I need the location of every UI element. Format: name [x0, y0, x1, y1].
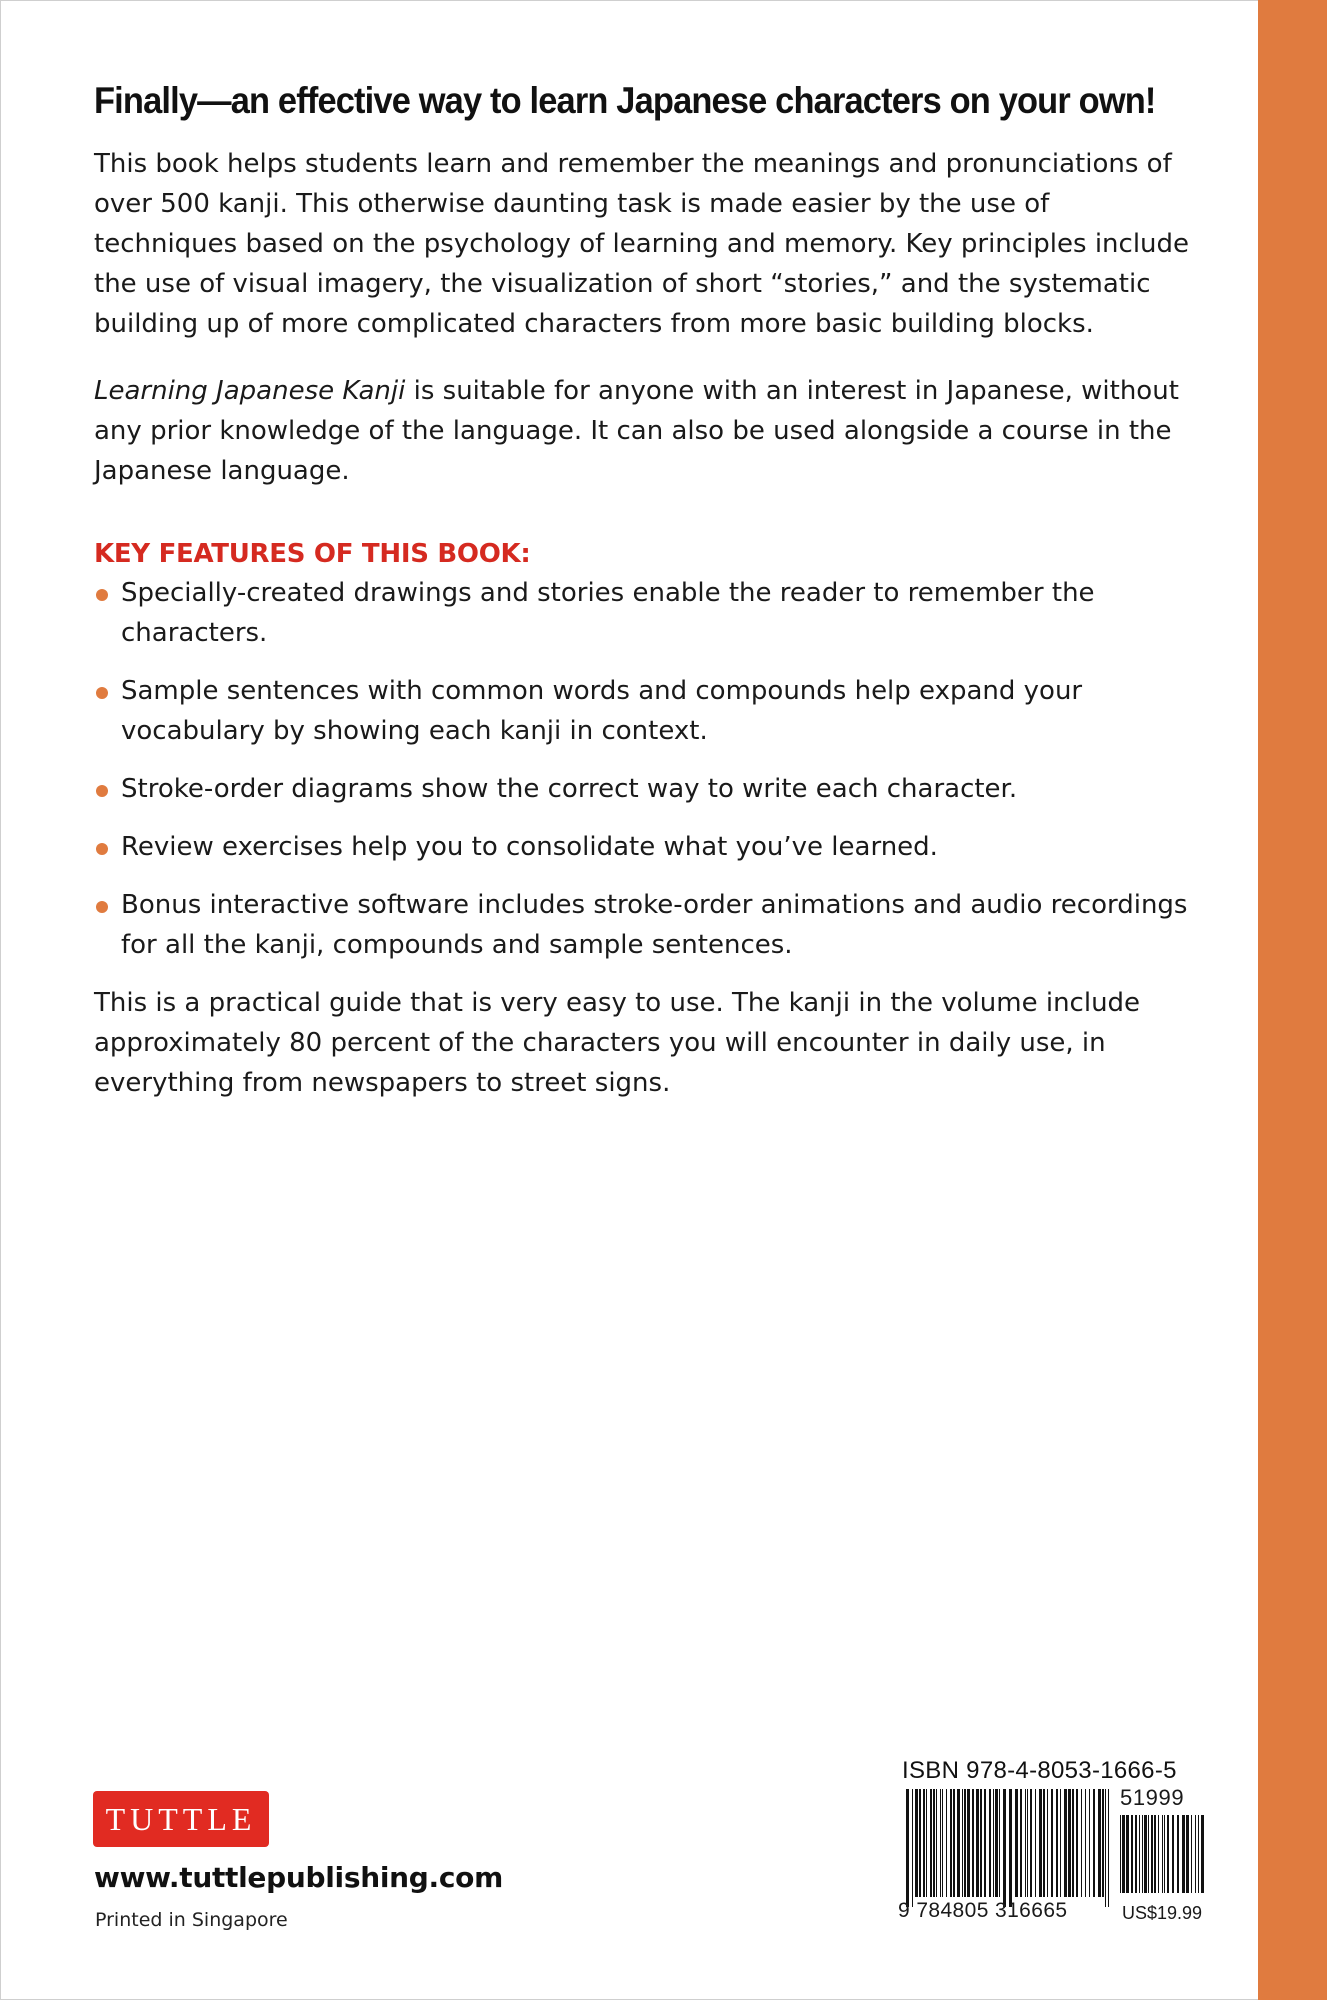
barcode-bar — [946, 1789, 947, 1897]
bullet-dot-icon — [96, 589, 108, 601]
barcode-bar — [1139, 1815, 1140, 1893]
barcode-bar — [912, 1789, 913, 1907]
feature-text: Specially-created drawings and stories enable the reader to remember the characters. — [121, 578, 1095, 648]
barcode-bar — [1142, 1815, 1143, 1893]
barcode-bar — [1154, 1815, 1156, 1893]
barcode-bar — [1167, 1815, 1169, 1893]
barcode-bar — [950, 1789, 952, 1897]
barcode-bar — [953, 1789, 955, 1897]
barcode-bar — [1030, 1789, 1032, 1897]
barcode-bar — [1027, 1789, 1028, 1897]
barcode-block — [898, 1757, 1208, 1923]
barcode-bar — [1144, 1815, 1147, 1893]
back-cover-content — [94, 80, 1194, 1130]
barcode-bar — [1068, 1789, 1071, 1897]
barcode-bar — [1164, 1815, 1165, 1893]
list-item — [94, 671, 1194, 751]
barcode-bar — [989, 1789, 991, 1897]
bullet-dot-icon — [96, 687, 108, 699]
barcode-bar — [1102, 1789, 1104, 1897]
barcode-bar — [906, 1789, 909, 1907]
barcode-bar — [942, 1789, 943, 1897]
barcode-bar — [1060, 1789, 1061, 1897]
bullet-dot-icon — [96, 843, 108, 855]
barcode-bar — [980, 1789, 982, 1897]
barcode-bar — [1035, 1789, 1036, 1897]
barcode-bar — [993, 1789, 994, 1897]
barcode-bar — [964, 1789, 966, 1897]
barcode-bar — [923, 1789, 925, 1897]
list-item — [94, 769, 1194, 809]
isbn-number: ISBN 978-4-8053-1666-5 — [902, 1757, 1177, 1784]
barcode-bar — [1051, 1789, 1053, 1897]
orange-edge-band — [1258, 0, 1327, 2000]
key-features-list — [94, 573, 1194, 965]
barcode-bar — [1085, 1789, 1086, 1897]
barcode-bar — [957, 1789, 960, 1897]
ean-digits: 9 784805 316665 — [898, 1899, 1068, 1922]
barcode-bar — [1047, 1789, 1048, 1897]
barcode-bar — [1093, 1789, 1095, 1897]
bullet-dot-icon — [96, 785, 108, 797]
barcode-bar — [1025, 1789, 1026, 1897]
ean-barcode-icon — [906, 1789, 1112, 1907]
headline: Finally—an effective way to learn Japanese characters on your own! — [94, 80, 1156, 121]
suitability-paragraph — [94, 371, 1194, 491]
barcode-bar — [1191, 1815, 1192, 1893]
barcode-bar — [930, 1789, 932, 1897]
barcode-bar — [1172, 1815, 1174, 1893]
list-item — [94, 827, 1194, 867]
barcode-bar — [1020, 1789, 1022, 1897]
barcode-bar — [1043, 1789, 1045, 1897]
barcode-bar — [1003, 1789, 1006, 1907]
addon-barcode-icon — [1120, 1815, 1204, 1903]
barcode-bar — [915, 1789, 918, 1897]
barcode-bar — [999, 1789, 1000, 1897]
feature-text: Bonus interactive software includes stroke-order animations and audio recordings for all the kanji, compounds and sample sentences. — [121, 890, 1188, 960]
barcode-bar — [995, 1789, 998, 1897]
barcode-bar — [940, 1789, 941, 1897]
barcode-bar — [1195, 1815, 1196, 1893]
barcode-bar — [936, 1789, 937, 1897]
barcode-bar — [1056, 1789, 1058, 1897]
barcode-bar — [984, 1789, 986, 1897]
feature-text: Review exercises help you to consolidate what you’ve learned. — [121, 832, 938, 862]
barcode-bar — [919, 1789, 921, 1897]
barcode-bar — [976, 1789, 979, 1897]
barcode-bar — [967, 1789, 970, 1897]
barcode-bar — [1186, 1815, 1189, 1893]
barcode-bar — [1151, 1815, 1153, 1893]
barcode-bar — [1158, 1815, 1159, 1893]
barcode-bar — [1089, 1789, 1090, 1897]
feature-text: Stroke-order diagrams show the correct way to write each character. — [121, 774, 1018, 804]
barcode-bar — [1182, 1815, 1185, 1893]
intro-paragraph: This book helps students learn and remember the meanings and pronunciations of over 500 kanji. This otherwise daunting task is made easier by the use of techniques based on the psychology of learning and memory. Key principles include the use of visual imagery, the visualization of short “stories,” and the systematic building up of more complicated characters from more basic building blocks. — [94, 149, 1190, 339]
barcode-bar — [1076, 1789, 1078, 1897]
barcode-bar — [1015, 1789, 1018, 1897]
barcode-bar — [933, 1789, 935, 1897]
barcode-bar — [1198, 1815, 1199, 1893]
barcode-bar — [962, 1789, 963, 1897]
closing-paragraph: This is a practical guide that is very easy to use. The kanji in the volume include approximately 80 percent of the characters you will encounter in daily use, in everything from newspapers to street signs. — [94, 988, 1141, 1098]
barcode-bar — [1120, 1815, 1121, 1893]
price-code: 51999 — [1120, 1785, 1185, 1810]
publisher-website: www.tuttlepublishing.com — [94, 1861, 503, 1894]
list-item — [94, 885, 1194, 965]
key-features-heading: KEY FEATURES OF THIS BOOK: — [94, 539, 531, 569]
barcode-bar — [1098, 1789, 1101, 1897]
price-label: US$19.99 — [1122, 1903, 1203, 1923]
barcode-bar — [1201, 1815, 1204, 1893]
barcode-bar — [1162, 1815, 1163, 1893]
tuttle-logo: TUTTLE — [93, 1791, 269, 1847]
barcode-bar — [1072, 1789, 1074, 1897]
barcode-bar — [1064, 1789, 1067, 1897]
barcode-bar — [1177, 1815, 1179, 1893]
barcode-bar — [972, 1789, 974, 1897]
feature-text: Sample sentences with common words and compounds help expand your vocabulary by showing each kanji in context. — [121, 676, 1083, 746]
list-item — [94, 573, 1194, 653]
barcode-bar — [1105, 1789, 1106, 1907]
suitability-text: is suitable for anyone with an interest in Japanese, without any prior knowledge of the language. It can also be used alongside a course in the Japanese language. — [94, 376, 1179, 486]
barcode-bar — [1131, 1815, 1133, 1893]
bullet-dot-icon — [96, 901, 108, 913]
barcode-bar — [926, 1789, 927, 1897]
barcode-bar — [1122, 1815, 1125, 1893]
barcode-bar — [1009, 1789, 1012, 1907]
barcode-bar — [1039, 1789, 1042, 1897]
book-title-italic: Learning Japanese Kanji — [94, 376, 406, 406]
barcode-bar — [1081, 1789, 1082, 1897]
barcode-bar — [1135, 1815, 1137, 1893]
printed-in: Printed in Singapore — [95, 1909, 288, 1931]
barcode-bar — [1126, 1815, 1129, 1893]
barcode-bar — [1148, 1815, 1149, 1893]
barcode-bar — [1108, 1789, 1109, 1907]
